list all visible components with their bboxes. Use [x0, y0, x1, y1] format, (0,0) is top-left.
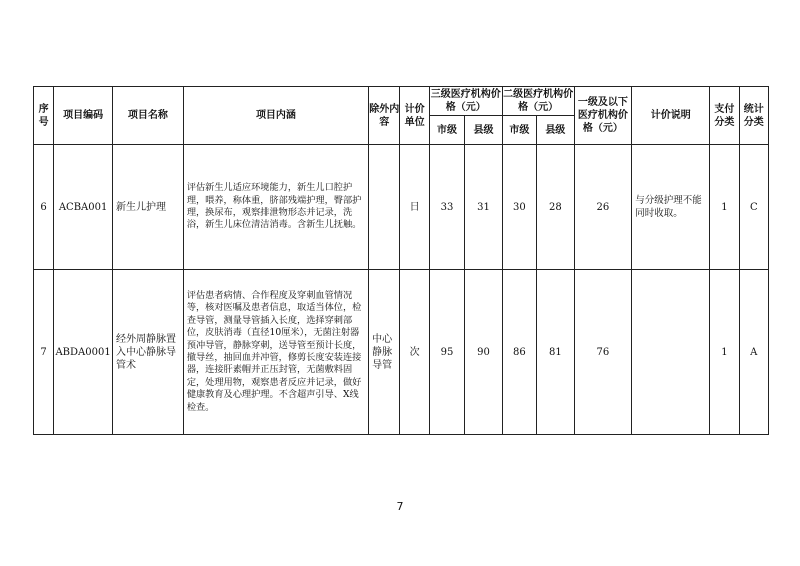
- header-tier1: 一级及以下医疗机构价格（元）: [574, 87, 632, 145]
- header-stat-class: 统计分类: [739, 87, 768, 145]
- table-row: [34, 270, 769, 435]
- price-table: [33, 86, 769, 435]
- cell-code: ACBA001: [54, 145, 113, 270]
- cell-content: 评估患者病情、合作程度及穿刺血管情况等，核对医嘱及患者信息，取适当体位，检查导管，测量导管插入长度，选择穿刺部位，皮肤消毒（直径10厘米），无菌注射器预冲导管，静脉穿刺，送导管至预计长度，撤导丝，抽回血并冲管，修剪长度安装连接器，连接肝素帽并正压封管，无菌敷料固定，处理用物，观察患者反应并记录，做好健康教育及心理护理。不含超声引导、X线检查。: [183, 270, 368, 435]
- page-number: 7: [396, 500, 404, 513]
- cell-code: ABDA0001: [54, 270, 113, 435]
- cell-name: 经外周静脉置入中心静脉导管术: [112, 270, 183, 435]
- header-tier3: 三级医疗机构价格（元）: [429, 87, 502, 116]
- table-row: [34, 145, 769, 270]
- cell-tier3-county: 31: [465, 145, 502, 270]
- cell-except: [369, 145, 400, 270]
- cell-pay-class: 1: [710, 145, 739, 270]
- header-pay-class: 支付分类: [710, 87, 739, 145]
- cell-tier1: 26: [574, 145, 632, 270]
- cell-stat-class: A: [739, 270, 768, 435]
- cell-pricing-note: [632, 270, 710, 435]
- cell-seq: 6: [34, 145, 54, 270]
- cell-pay-class: 1: [710, 270, 739, 435]
- cell-tier2-county: 28: [537, 145, 574, 270]
- header-tier2: 二级医疗机构价格（元）: [502, 87, 574, 116]
- cell-seq: 7: [34, 270, 54, 435]
- cell-tier3-city: 33: [429, 145, 464, 270]
- cell-tier1: 76: [574, 270, 632, 435]
- cell-unit: 日: [400, 145, 429, 270]
- cell-content: 评估新生儿适应环境能力，新生儿口腔护理，喂养，称体重，脐部残端护理，臀部护理，换尿布，观察排泄物形态并记录，洗浴，新生儿床位清洁消毒。含新生儿抚触。: [183, 145, 368, 270]
- cell-unit: 次: [400, 270, 429, 435]
- header-tier2-city: 市级: [502, 116, 536, 145]
- header-code: 项目编码: [54, 87, 113, 145]
- cell-tier2-city: 86: [502, 270, 536, 435]
- header-pricing-note: 计价说明: [632, 87, 710, 145]
- header-tier2-county: 县级: [537, 116, 574, 145]
- cell-pricing-note: 与分级护理不能同时收取。: [632, 145, 710, 270]
- header-content: 项目内涵: [183, 87, 368, 145]
- header-tier3-city: 市级: [429, 116, 464, 145]
- header-unit: 计价单位: [400, 87, 429, 145]
- header-except: 除外内容: [369, 87, 400, 145]
- header-seq: 序号: [34, 87, 54, 145]
- cell-name: 新生儿护理: [112, 145, 183, 270]
- cell-stat-class: C: [739, 145, 768, 270]
- header-name: 项目名称: [112, 87, 183, 145]
- cell-except: 中心静脉导管: [369, 270, 400, 435]
- cell-tier3-county: 90: [465, 270, 502, 435]
- cell-tier3-city: 95: [429, 270, 464, 435]
- header-row: [34, 87, 769, 116]
- cell-tier2-city: 30: [502, 145, 536, 270]
- cell-tier2-county: 81: [537, 270, 574, 435]
- header-tier3-county: 县级: [465, 116, 502, 145]
